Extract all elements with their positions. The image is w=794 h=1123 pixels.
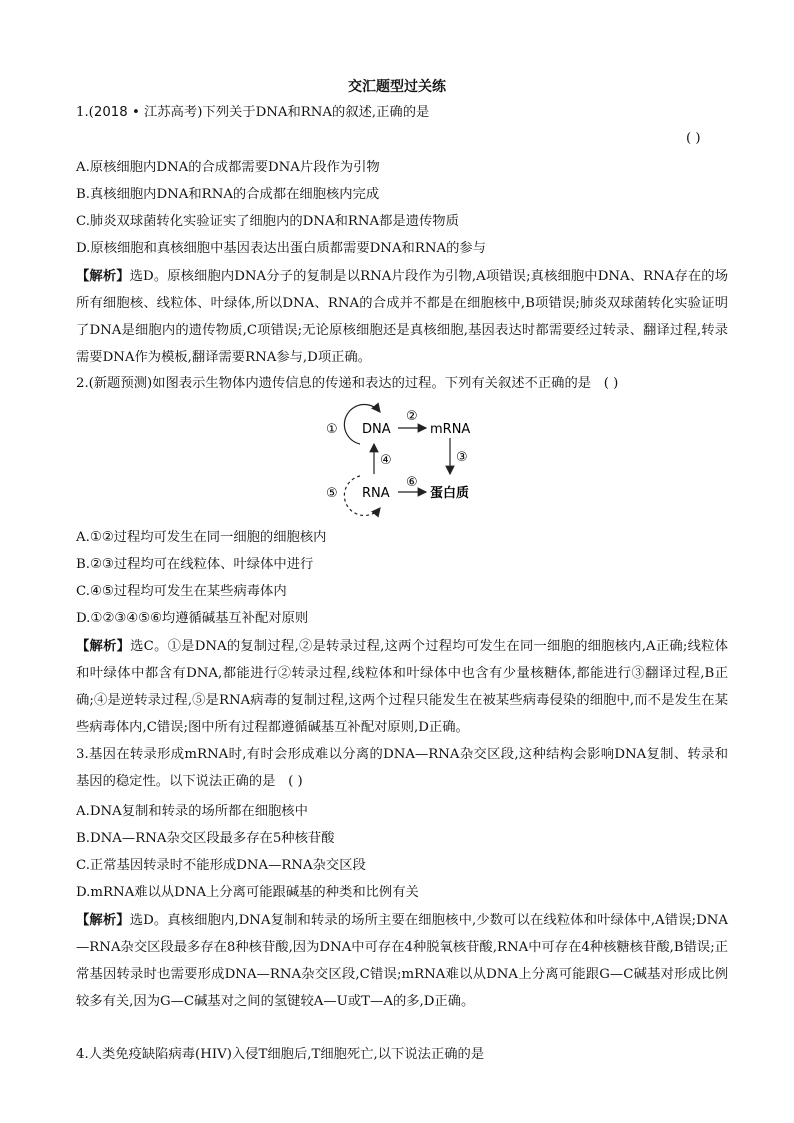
label-rna: RNA [362, 486, 390, 501]
q2-answer-paren: ( ) [603, 376, 619, 391]
q3-analysis-label: 【解析】 [76, 913, 130, 928]
q3-option-a: A.DNA复制和转录的场所都在细胞核中 [76, 804, 308, 819]
q1-analysis-label: 【解析】 [76, 269, 130, 284]
page-title: 交汇题型过关练 [348, 79, 446, 95]
q2-analysis [76, 633, 728, 741]
q2-stem-text: 2.(新题预测)如图表示生物体内遗传信息的传递和表达的过程。下列有关叙述不正确的是 [76, 376, 592, 391]
label-n3: ③ [456, 450, 468, 465]
q1-stem [76, 104, 429, 122]
q1-option-c: C.肺炎双球菌转化实验证实了细胞内的DNA和RNA都是遗传物质 [76, 214, 459, 229]
q1-option-a: A.原核细胞内DNA的合成都需要DNA片段作为引物 [76, 160, 380, 175]
label-n1: ① [326, 422, 338, 437]
label-dna: DNA [362, 422, 391, 437]
q3-analysis [76, 907, 728, 1015]
q1-stem-prefix: 1.( [76, 105, 94, 120]
q1-source: 2018 • 江苏高考 [93, 105, 198, 120]
q2-stem [76, 375, 618, 393]
q2-analysis-text: 选C。①是DNA的复制过程,②是转录过程,这两个过程均可发生在同一细胞的细胞核内,A正确;线粒体和叶绿体中都含有DNA,都能进行②转录过程,线粒体和叶绿体中也含有少量核糖体,都能进行③翻译过程,B正确;④是逆转录过程,⑤是RNA病毒的复制过程,这两个过程只能发生在被某些病毒侵染的细胞中,而不是发生在某些病毒体内,C错误;图中所有过程都遵循碱基互补配对原则,D正确。 [76, 639, 728, 735]
q1-option-d: D.原核细胞和真核细胞中基因表达出蛋白质都需要DNA和RNA的参与 [76, 241, 486, 256]
q2-option-b: B.②③过程均可在线粒体、叶绿体中进行 [76, 557, 314, 572]
label-n6: ⑥ [406, 475, 418, 490]
q1-analysis [76, 263, 728, 371]
q3-option-c: C.正常基因转录时不能形成DNA—RNA杂交区段 [76, 858, 366, 873]
q2-option-c: C.④⑤过程均可发生在某些病毒体内 [76, 584, 287, 599]
q3-stem [76, 741, 728, 795]
label-n4: ④ [380, 453, 392, 468]
q2-analysis-label: 【解析】 [76, 639, 131, 654]
genetic-info-diagram [320, 400, 490, 520]
q2-option-a: A.①②过程均可发生在同一细胞的细胞核内 [76, 530, 327, 545]
q1-analysis-text: 选D。原核细胞内DNA分子的复制是以RNA片段作为引物,A项错误;真核细胞中DNA、RNA存在的场所有细胞核、线粒体、叶绿体,所以DNA、RNA的合成并不都是在细胞核中,B项错误;肺炎双球菌转化实验证明了DNA是细胞内的遗传物质,C项错误;无论原核细胞还是真核细胞,基因表达时都需要经过转录、翻译过程,转录需要DNA作为模板,翻译需要RNA参与,D项正确。 [76, 269, 729, 365]
label-n2: ② [406, 409, 418, 424]
label-n5: ⑤ [326, 486, 338, 501]
q1-option-b: B.真核细胞内DNA和RNA的合成都在细胞核内完成 [76, 187, 380, 202]
q1-answer-paren: ( ) [686, 131, 701, 146]
q3-answer-paren: ( ) [288, 774, 303, 789]
q2-option-d: D.①②③④⑤⑥均遵循碱基互补配对原则 [76, 611, 309, 626]
label-protein: 蛋白质 [430, 486, 470, 501]
q3-analysis-text: 选D。真核细胞内,DNA复制和转录的场所主要在细胞核中,少数可以在线粒体和叶绿体中,A错误;DNA—RNA杂交区段最多存在8种核苷酸,因为DNA中可存在4种脱氧核苷酸,RNA中可存在4种核糖核苷酸,B错误;正常基因转录时也需要形成DNA—RNA杂交区段,C错误;mRNA难以从DNA上分离可能跟G—C碱基对形成比例较多有关,因为G—C碱基对之间的氢键较A—U或T—A的多,D正确。 [76, 913, 728, 1009]
q1-stem-suffix: )下列关于DNA和RNA的叙述,正确的是 [197, 105, 430, 120]
q4-stem: 4.人类免疫缺陷病毒(HIV)入侵T细胞后,T细胞死亡,以下说法正确的是 [76, 1047, 485, 1062]
label-mrna: mRNA [430, 422, 471, 437]
q3-stem-text: 3.基因在转录形成mRNA时,有时会形成难以分离的DNA—RNA杂交区段,这种结构会影响DNA复制、转录和基因的稳定性。以下说法正确的是 [76, 747, 728, 789]
q3-option-b: B.DNA—RNA杂交区段最多存在5种核苷酸 [76, 831, 335, 846]
q3-option-d: D.mRNA难以从DNA上分离可能跟碱基的种类和比例有关 [76, 885, 419, 900]
